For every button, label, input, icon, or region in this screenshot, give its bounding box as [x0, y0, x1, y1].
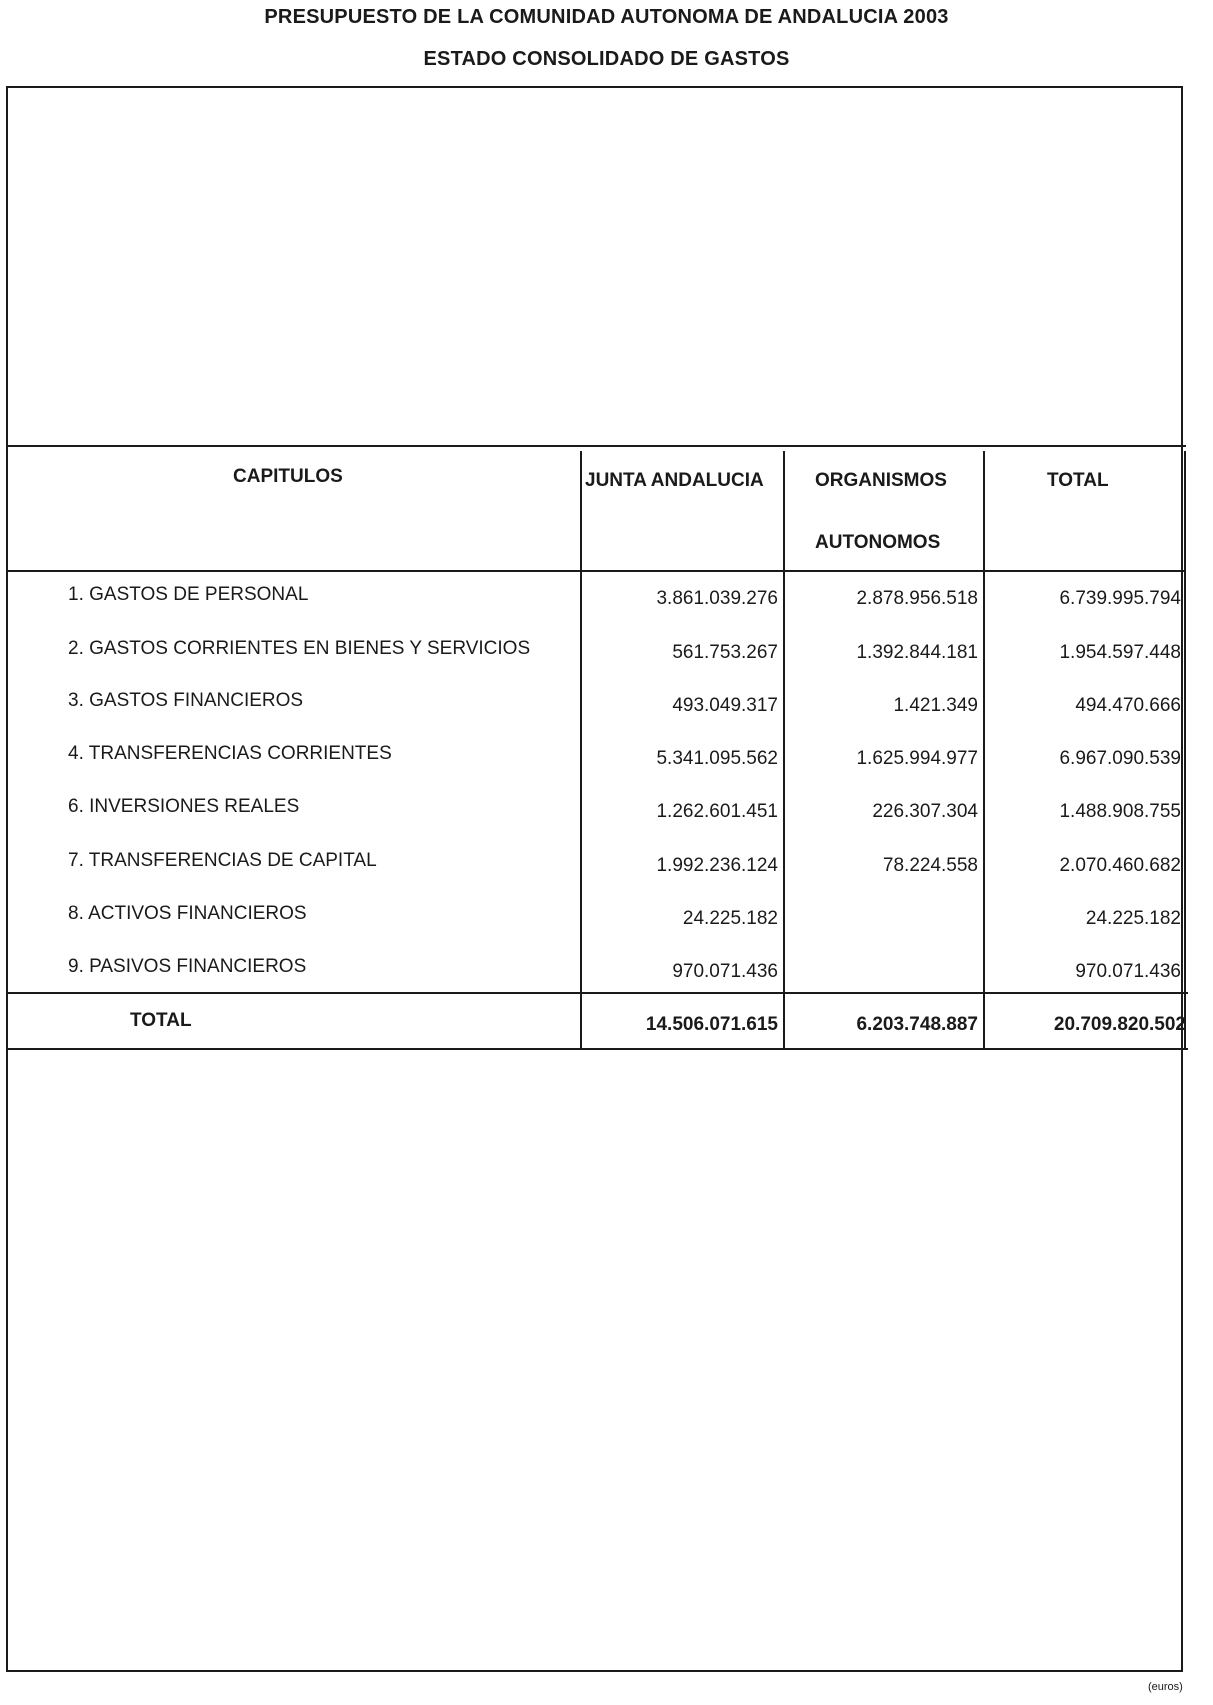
cell-total: 970.071.436	[1075, 961, 1181, 982]
total-top-rule	[6, 992, 1188, 994]
column-divider-1	[580, 451, 582, 1050]
column-divider-3	[983, 451, 985, 1050]
total-organismos: 6.203.748.887	[856, 1014, 978, 1035]
row-label: 1. GASTOS DE PERSONAL	[68, 584, 309, 605]
row-label: 8. ACTIVOS FINANCIEROS	[68, 903, 307, 924]
cell-total: 1.954.597.448	[1059, 642, 1181, 663]
cell-junta: 1.992.236.124	[656, 855, 778, 876]
row-label: 9. PASIVOS FINANCIEROS	[68, 956, 307, 977]
row-label: 7. TRANSFERENCIAS DE CAPITAL	[68, 850, 377, 871]
cell-total: 1.488.908.755	[1059, 801, 1181, 822]
cell-organismos: 1.421.349	[893, 695, 978, 716]
cell-total: 6.739.995.794	[1059, 588, 1181, 609]
document-subtitle: ESTADO CONSOLIDADO DE GASTOS	[423, 48, 790, 70]
total-bottom-rule	[6, 1048, 1188, 1050]
cell-total: 494.470.666	[1075, 695, 1181, 716]
row-label: 3. GASTOS FINANCIEROS	[68, 690, 304, 711]
cell-total: 2.070.460.682	[1059, 855, 1181, 876]
document-title: PRESUPUESTO DE LA COMUNIDAD AUTONOMA DE ANDALUCIA 2003	[264, 6, 949, 28]
units-note: (euros)	[1148, 1681, 1183, 1693]
row-label: 2. GASTOS CORRIENTES EN BIENES Y SERVICIOS	[68, 638, 531, 659]
cell-total: 24.225.182	[1085, 908, 1181, 929]
cell-organismos: 226.307.304	[872, 801, 978, 822]
cell-junta: 561.753.267	[672, 642, 778, 663]
header-autonomos: AUTONOMOS	[815, 532, 941, 553]
cell-junta: 24.225.182	[682, 908, 778, 929]
header-capitulos: CAPITULOS	[233, 466, 343, 487]
row-label: 6. INVERSIONES REALES	[68, 796, 300, 817]
total-row-label: TOTAL	[130, 1010, 192, 1031]
cell-junta: 970.071.436	[672, 961, 778, 982]
cell-organismos: 2.878.956.518	[856, 588, 978, 609]
total-total: 20.709.820.502	[1053, 1014, 1186, 1035]
cell-organismos: 1.392.844.181	[856, 642, 978, 663]
header-top-rule	[6, 445, 1186, 447]
cell-junta: 3.861.039.276	[656, 588, 778, 609]
cell-organismos: 1.625.994.977	[856, 748, 978, 769]
cell-organismos: 78.224.558	[882, 855, 978, 876]
cell-junta: 1.262.601.451	[656, 801, 778, 822]
column-divider-right	[1184, 451, 1186, 1050]
cell-junta: 5.341.095.562	[656, 748, 778, 769]
header-junta-andalucia: JUNTA ANDALUCIA	[585, 470, 764, 491]
row-label: 4. TRANSFERENCIAS CORRIENTES	[68, 743, 392, 764]
column-divider-2	[783, 451, 785, 1050]
table-frame	[6, 86, 1183, 1672]
header-organismos: ORGANISMOS	[815, 470, 947, 491]
total-junta: 14.506.071.615	[645, 1014, 778, 1035]
header-total: TOTAL	[1047, 470, 1109, 491]
cell-junta: 493.049.317	[672, 695, 778, 716]
header-bottom-rule	[6, 570, 1186, 572]
cell-total: 6.967.090.539	[1059, 748, 1181, 769]
